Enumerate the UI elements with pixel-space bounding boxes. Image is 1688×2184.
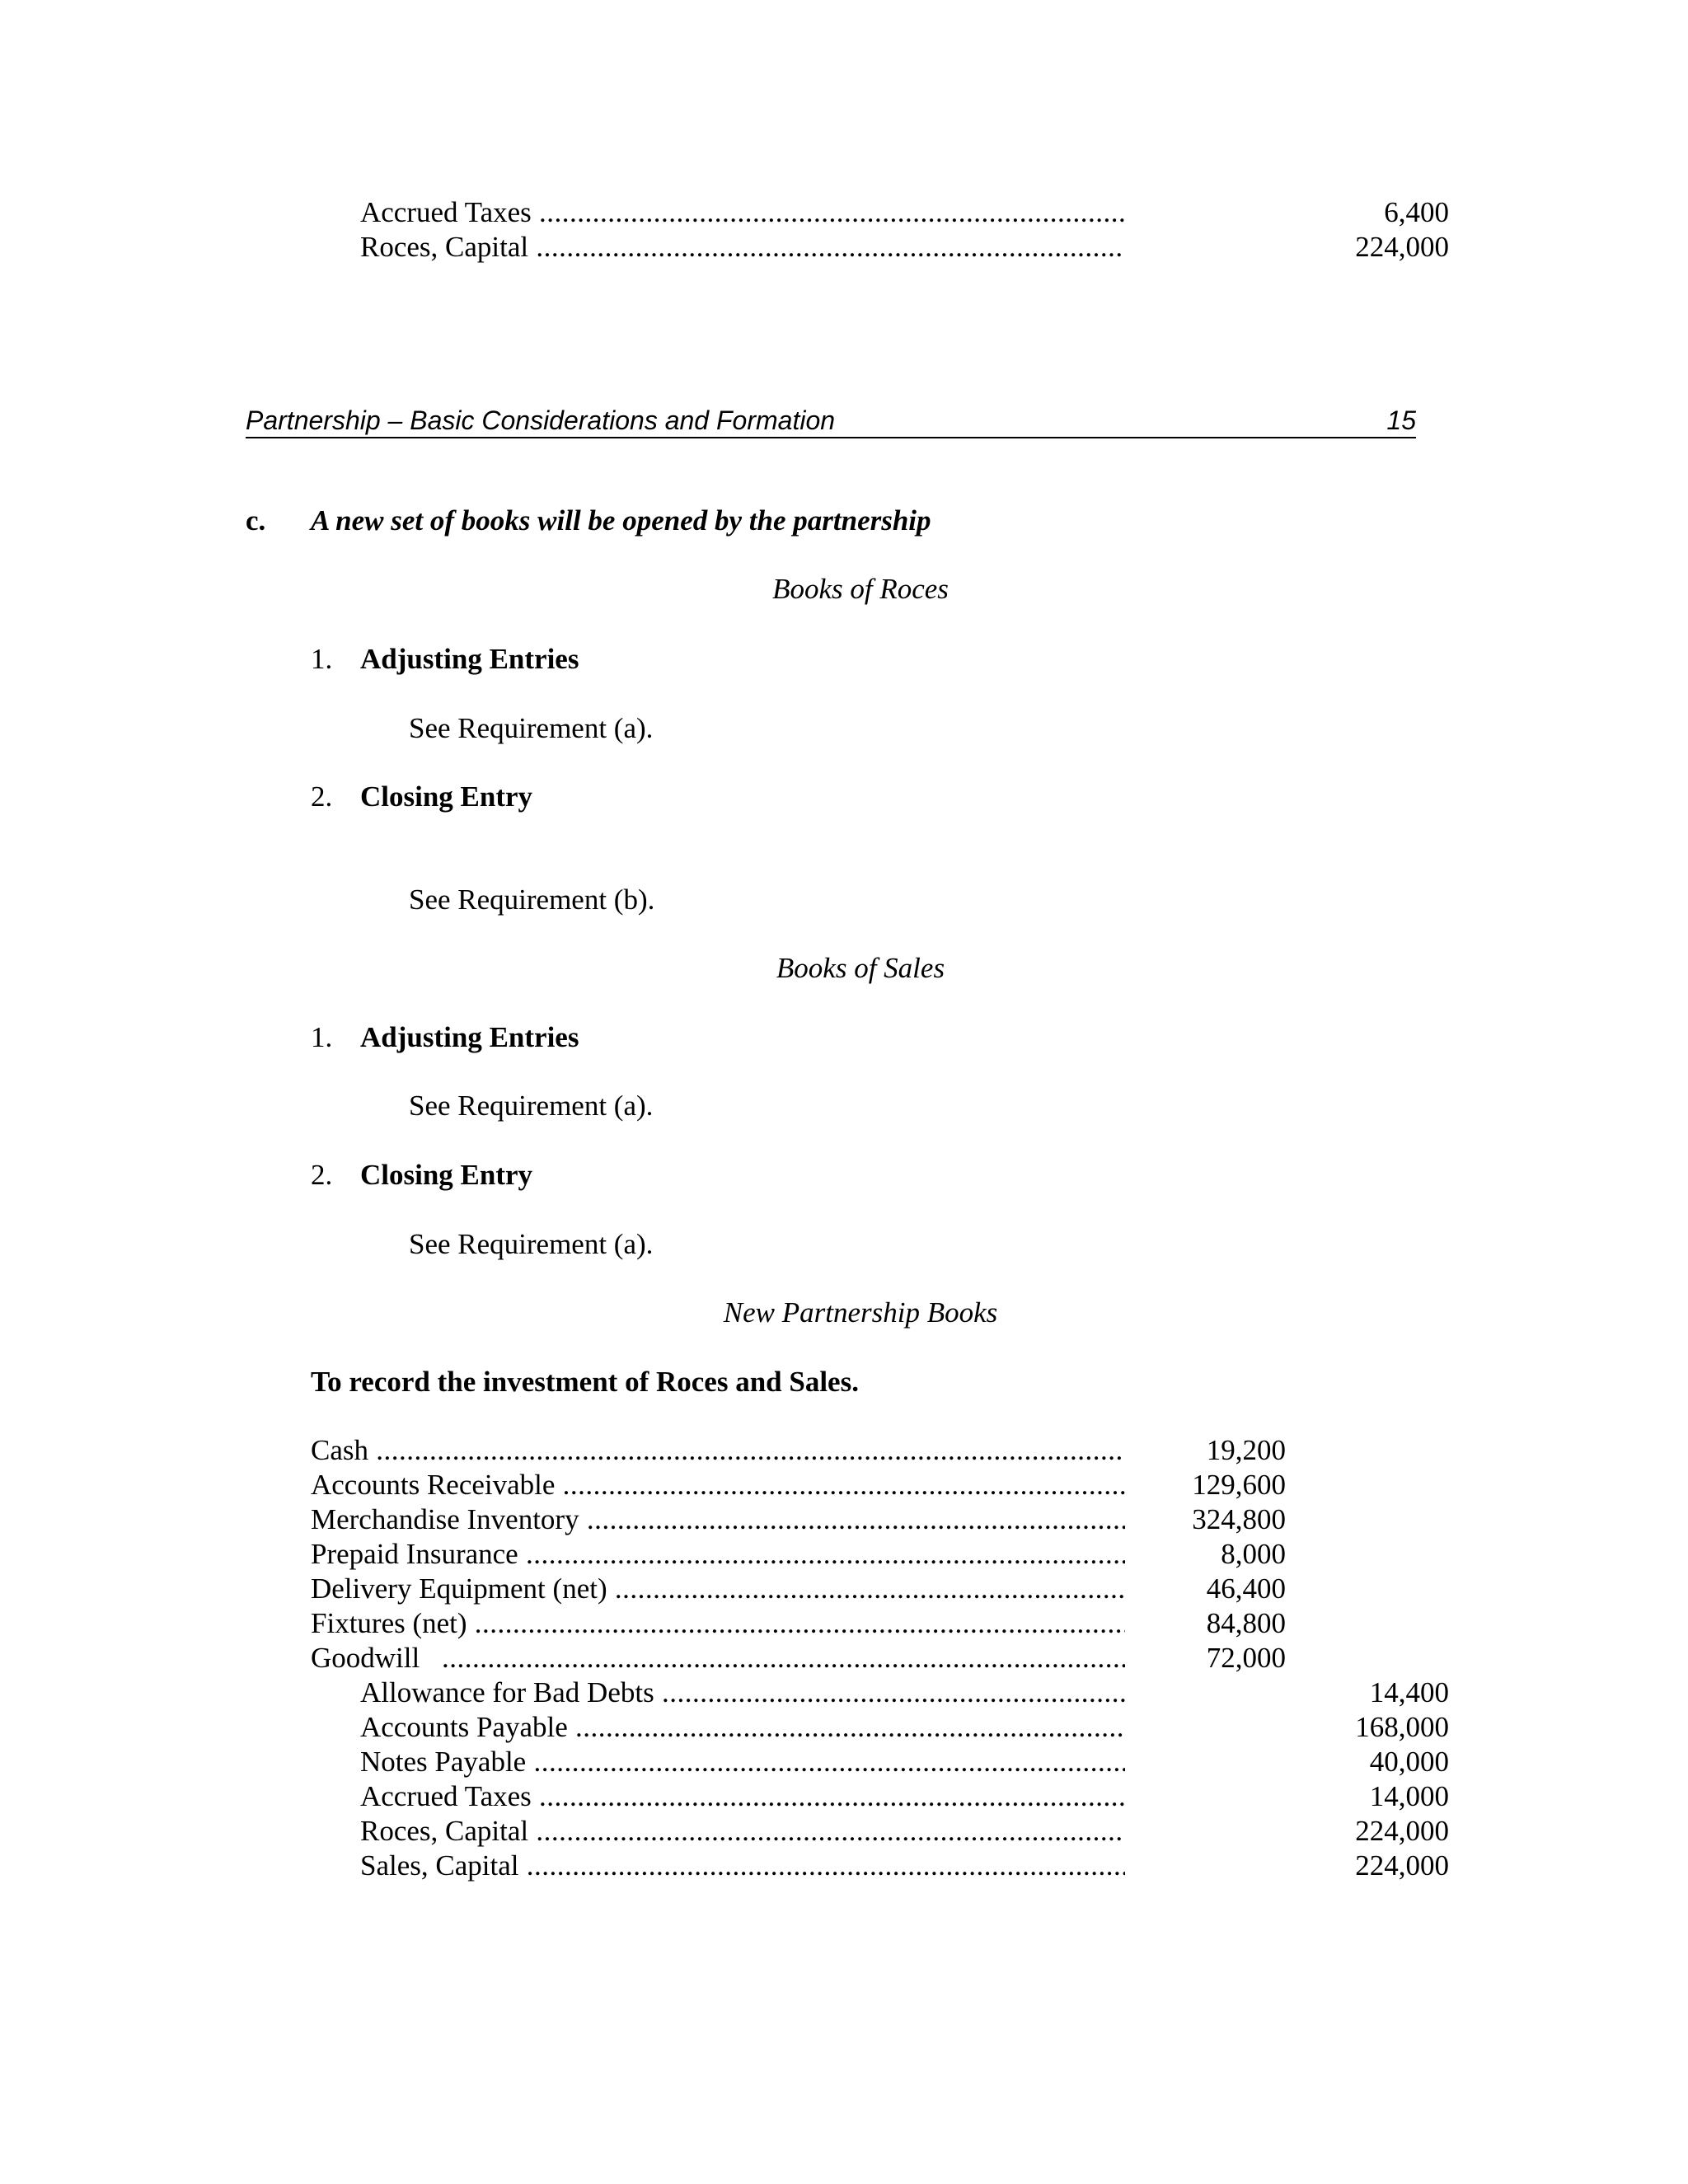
credit-amount: 224,000: [1355, 231, 1449, 263]
account-name: Prepaid Insurance .....: [311, 1538, 1125, 1571]
credit-amount: 224,000: [1355, 1849, 1449, 1882]
credit-amount: 168,000: [1355, 1711, 1449, 1743]
account-name: Accounts Payable .....: [360, 1711, 1125, 1744]
journal-debit-row: [0, 1572, 1688, 1605]
account-name: Merchandise Inventory .....: [311, 1503, 1125, 1536]
account-name: Sales, Capital .....: [360, 1849, 1125, 1882]
debit-amount: 84,800: [1206, 1607, 1286, 1639]
list-heading: Closing Entry: [360, 780, 533, 813]
debit-amount: 72,000: [1206, 1642, 1286, 1674]
list-number: 1.: [311, 643, 333, 675]
account-name: Accrued Taxes .....: [360, 196, 1125, 229]
page-number: 15: [1386, 405, 1416, 435]
account-name: Roces, Capital .....: [360, 231, 1125, 264]
journal-debit-row: [0, 1434, 1688, 1467]
journal-debit-row: [0, 1503, 1688, 1536]
section-title: A new set of books will be opened by the partnership: [311, 504, 931, 537]
journal-debit-row: [0, 1607, 1688, 1640]
list-text: See Requirement (a).: [409, 1228, 654, 1260]
account-name: Delivery Equipment (net) .....: [311, 1572, 1125, 1605]
section-letter: c.: [246, 504, 266, 537]
debit-amount: 8,000: [1221, 1538, 1286, 1570]
list-heading: Closing Entry: [360, 1159, 533, 1191]
list-text: See Requirement (a).: [409, 712, 654, 744]
journal-credit-row: [0, 1780, 1688, 1813]
account-name: Notes Payable .....: [360, 1746, 1125, 1779]
debit-amount: 324,800: [1192, 1503, 1286, 1535]
top-entry-row: [0, 196, 1688, 229]
list-heading: Adjusting Entries: [360, 643, 579, 675]
top-entry-row: [0, 231, 1688, 264]
journal-debit-row: [0, 1642, 1688, 1675]
credit-amount: 6,400: [1384, 196, 1449, 228]
credit-amount: 40,000: [1369, 1746, 1449, 1778]
list-number: 1.: [311, 1021, 333, 1053]
journal-credit-row: [0, 1849, 1688, 1882]
new-books-title: New Partnership Books: [723, 1296, 998, 1329]
journal-credit-row: [0, 1746, 1688, 1779]
list-text: See Requirement (b).: [409, 883, 655, 916]
debit-amount: 19,200: [1206, 1434, 1286, 1466]
list-number: 2.: [311, 780, 333, 813]
entry-title: To record the investment of Roces and Sales.: [311, 1366, 859, 1398]
journal-debit-row: [0, 1469, 1688, 1502]
journal-debit-row: [0, 1538, 1688, 1571]
list-number: 2.: [311, 1159, 333, 1191]
journal-credit-row: [0, 1711, 1688, 1744]
account-name: Roces, Capital .....: [360, 1815, 1125, 1848]
debit-amount: 129,600: [1192, 1469, 1286, 1501]
account-name: Cash .....: [311, 1434, 1125, 1467]
list-text: See Requirement (a).: [409, 1090, 654, 1122]
credit-amount: 224,000: [1355, 1815, 1449, 1847]
list-heading: Adjusting Entries: [360, 1021, 579, 1053]
account-name: Accrued Taxes .....: [360, 1780, 1125, 1813]
credit-amount: 14,400: [1369, 1676, 1449, 1708]
running-header: [246, 404, 1416, 438]
account-name: Fixtures (net) .....: [311, 1607, 1125, 1640]
account-name: Goodwill .....: [311, 1642, 1125, 1675]
credit-amount: 14,000: [1369, 1780, 1449, 1812]
books-roces-title: Books of Roces: [772, 573, 949, 605]
journal-credit-row: [0, 1676, 1688, 1709]
debit-amount: 46,400: [1206, 1572, 1286, 1605]
header-title: Partnership – Basic Considerations and Formation: [246, 405, 836, 435]
account-name: Allowance for Bad Debts .....: [360, 1676, 1125, 1709]
account-name: Accounts Receivable .....: [311, 1469, 1125, 1502]
books-sales-title: Books of Sales: [776, 952, 945, 984]
journal-credit-row: [0, 1815, 1688, 1848]
